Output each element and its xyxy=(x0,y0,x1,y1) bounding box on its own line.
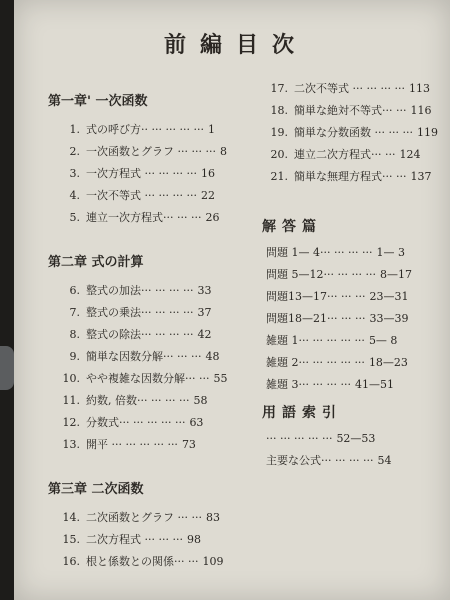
left-column xyxy=(48,90,248,573)
answer-entry xyxy=(256,374,441,396)
toc-entry xyxy=(48,163,248,185)
entry-page: 1 xyxy=(207,123,215,136)
book-page xyxy=(14,0,450,600)
entry-page: 98 xyxy=(186,533,201,546)
answers-list xyxy=(256,242,441,396)
entry-number: 4. xyxy=(69,189,80,202)
toc-entry xyxy=(48,119,248,141)
entry-page: 41—51 xyxy=(354,378,394,391)
entry-title: 問題 1— 4··· ··· ··· ··· xyxy=(266,246,373,259)
entry-title: ··· ··· ··· ··· ··· xyxy=(266,432,333,445)
entry-page: 8 xyxy=(219,145,227,158)
entry-page: 8—17 xyxy=(379,268,412,281)
entry-page: 119 xyxy=(416,126,438,139)
entry-page: 33 xyxy=(197,284,212,297)
entry-title: 主要な公式··· ··· ··· ··· xyxy=(266,454,374,467)
toc-entry xyxy=(48,302,248,324)
right-column xyxy=(256,78,441,472)
entry-page: 33—39 xyxy=(369,312,409,325)
entry-page: 22 xyxy=(200,189,215,202)
entry-title: 式の呼び方·· ··· ··· ··· ··· xyxy=(86,123,204,136)
entry-page: 52—53 xyxy=(336,432,376,445)
answers-heading: 解答篇 xyxy=(262,219,322,235)
entry-title: 整式の除法··· ··· ··· ··· xyxy=(86,328,194,341)
entry-page: 113 xyxy=(408,82,430,95)
toc-entry xyxy=(256,144,441,166)
entry-number: 21. xyxy=(270,170,288,183)
entry-title: 二次不等式 ··· ··· ··· ··· xyxy=(294,82,405,95)
entry-title: 問題13—17··· ··· ··· xyxy=(266,290,366,303)
index-list xyxy=(256,428,441,472)
chapter-block xyxy=(48,251,248,456)
answer-entry xyxy=(256,330,441,352)
entry-number: 19. xyxy=(270,126,288,139)
entry-number: 17. xyxy=(270,82,288,95)
entry-title: 開平 ··· ··· ··· ··· ··· xyxy=(86,438,178,451)
toc-entry xyxy=(48,434,248,456)
entry-number: 9. xyxy=(69,350,80,363)
entry-title: 連立一次方程式··· ··· ··· xyxy=(86,211,202,224)
toc-entry xyxy=(256,166,441,188)
entry-title: 整式の加法··· ··· ··· ··· xyxy=(86,284,194,297)
chapter-heading: 第二章 式の計算 xyxy=(48,255,144,270)
entry-page: 23—31 xyxy=(369,290,409,303)
entry-number: 1. xyxy=(69,123,80,136)
entry-title: 一次不等式 ··· ··· ··· ··· xyxy=(86,189,197,202)
toc-entry xyxy=(48,507,248,529)
toc-entry xyxy=(256,100,441,122)
answer-entry xyxy=(256,352,441,374)
entry-title: 簡単な無理方程式··· ··· xyxy=(294,170,407,183)
answer-entry xyxy=(256,308,441,330)
entry-number: 10. xyxy=(62,372,80,385)
toc-entry xyxy=(48,207,248,229)
entry-title: 問題18—21··· ··· ··· xyxy=(266,312,366,325)
entry-title: 根と係数との関係··· ··· xyxy=(86,555,199,568)
index-heading: 用語索引 xyxy=(262,405,342,421)
entry-title: 雑題 1··· ··· ··· ··· ··· xyxy=(266,334,365,347)
entry-number: 15. xyxy=(62,533,80,546)
entry-page: 73 xyxy=(181,438,196,451)
answer-entry xyxy=(256,286,441,308)
entry-page: 55 xyxy=(213,372,228,385)
toc-entry xyxy=(48,280,248,302)
entry-number: 20. xyxy=(270,148,288,161)
binder-clip xyxy=(0,346,14,390)
entry-title: やや複雑な因数分解··· ··· xyxy=(86,372,210,385)
entry-number: 5. xyxy=(69,211,80,224)
entry-title: 簡単な因数分解··· ··· ··· xyxy=(86,350,202,363)
entry-title: 約数, 倍数··· ··· ··· ··· xyxy=(86,394,190,407)
entry-page: 63 xyxy=(189,416,204,429)
entry-page: 83 xyxy=(205,511,220,524)
entry-title: 二次方程式 ··· ··· ··· xyxy=(86,533,183,546)
entry-page: 137 xyxy=(410,170,432,183)
chapter-heading: 第一章' 一次函数 xyxy=(48,94,148,109)
entry-title: 連立二次方程式··· ··· xyxy=(294,148,396,161)
entry-number: 16. xyxy=(62,555,80,568)
toc-entry xyxy=(256,78,441,100)
entry-number: 6. xyxy=(69,284,80,297)
answer-entry xyxy=(256,264,441,286)
toc-entry xyxy=(48,185,248,207)
entry-number: 8. xyxy=(69,328,80,341)
entry-page: 58 xyxy=(193,394,208,407)
entry-number: 2. xyxy=(69,145,80,158)
entry-title: 分数式··· ··· ··· ··· ··· xyxy=(86,416,186,429)
entry-title: 雑題 3··· ··· ··· ··· xyxy=(266,378,351,391)
toc-entry xyxy=(48,368,248,390)
entry-page: 116 xyxy=(410,104,432,117)
entry-number: 7. xyxy=(69,306,80,319)
toc-entry xyxy=(48,390,248,412)
entry-page: 54 xyxy=(377,454,392,467)
entry-title: 簡単な分数函数 ··· ··· ··· xyxy=(294,126,413,139)
toc-entry xyxy=(48,551,248,573)
entry-title: 雑題 2··· ··· ··· ··· ··· xyxy=(266,356,365,369)
toc-entry xyxy=(48,412,248,434)
entry-title: 簡単な絶対不等式··· ··· xyxy=(294,104,407,117)
entry-page: 42 xyxy=(197,328,212,341)
entry-number: 14. xyxy=(62,511,80,524)
toc-entry xyxy=(48,346,248,368)
index-entry xyxy=(256,450,441,472)
index-entry xyxy=(256,428,441,450)
entry-page: 124 xyxy=(399,148,421,161)
entry-number: 11. xyxy=(62,394,80,407)
chapter-block xyxy=(48,90,248,229)
entry-title: 一次方程式 ··· ··· ··· ··· xyxy=(86,167,197,180)
toc-entry xyxy=(256,122,441,144)
entry-page: 16 xyxy=(200,167,215,180)
entry-page: 18—23 xyxy=(368,356,408,369)
entry-number: 13. xyxy=(62,438,80,451)
page-title: 前編目次 xyxy=(164,32,309,58)
answer-entry xyxy=(256,242,441,264)
entry-page: 37 xyxy=(197,306,212,319)
entry-number: 3. xyxy=(69,167,80,180)
entry-number: 12. xyxy=(62,416,80,429)
toc-entry xyxy=(48,529,248,551)
entry-page: 109 xyxy=(202,555,224,568)
entry-page: 26 xyxy=(205,211,220,224)
entry-title: 整式の乗法··· ··· ··· ··· xyxy=(86,306,194,319)
toc-entry xyxy=(48,324,248,346)
entry-title: 問題 5—12··· ··· ··· ··· xyxy=(266,268,376,281)
entry-title: 二次函数とグラフ ··· ··· xyxy=(86,511,202,524)
chapter-heading: 第三章 二次函数 xyxy=(48,482,144,497)
entry-page: 48 xyxy=(205,350,220,363)
entry-number: 18. xyxy=(270,104,288,117)
chapter-block xyxy=(48,478,248,573)
entry-title: 一次函数とグラフ ··· ··· ··· xyxy=(86,145,216,158)
entry-page: 5— 8 xyxy=(368,334,398,347)
toc-entry xyxy=(48,141,248,163)
entry-page: 1— 3 xyxy=(376,246,405,259)
